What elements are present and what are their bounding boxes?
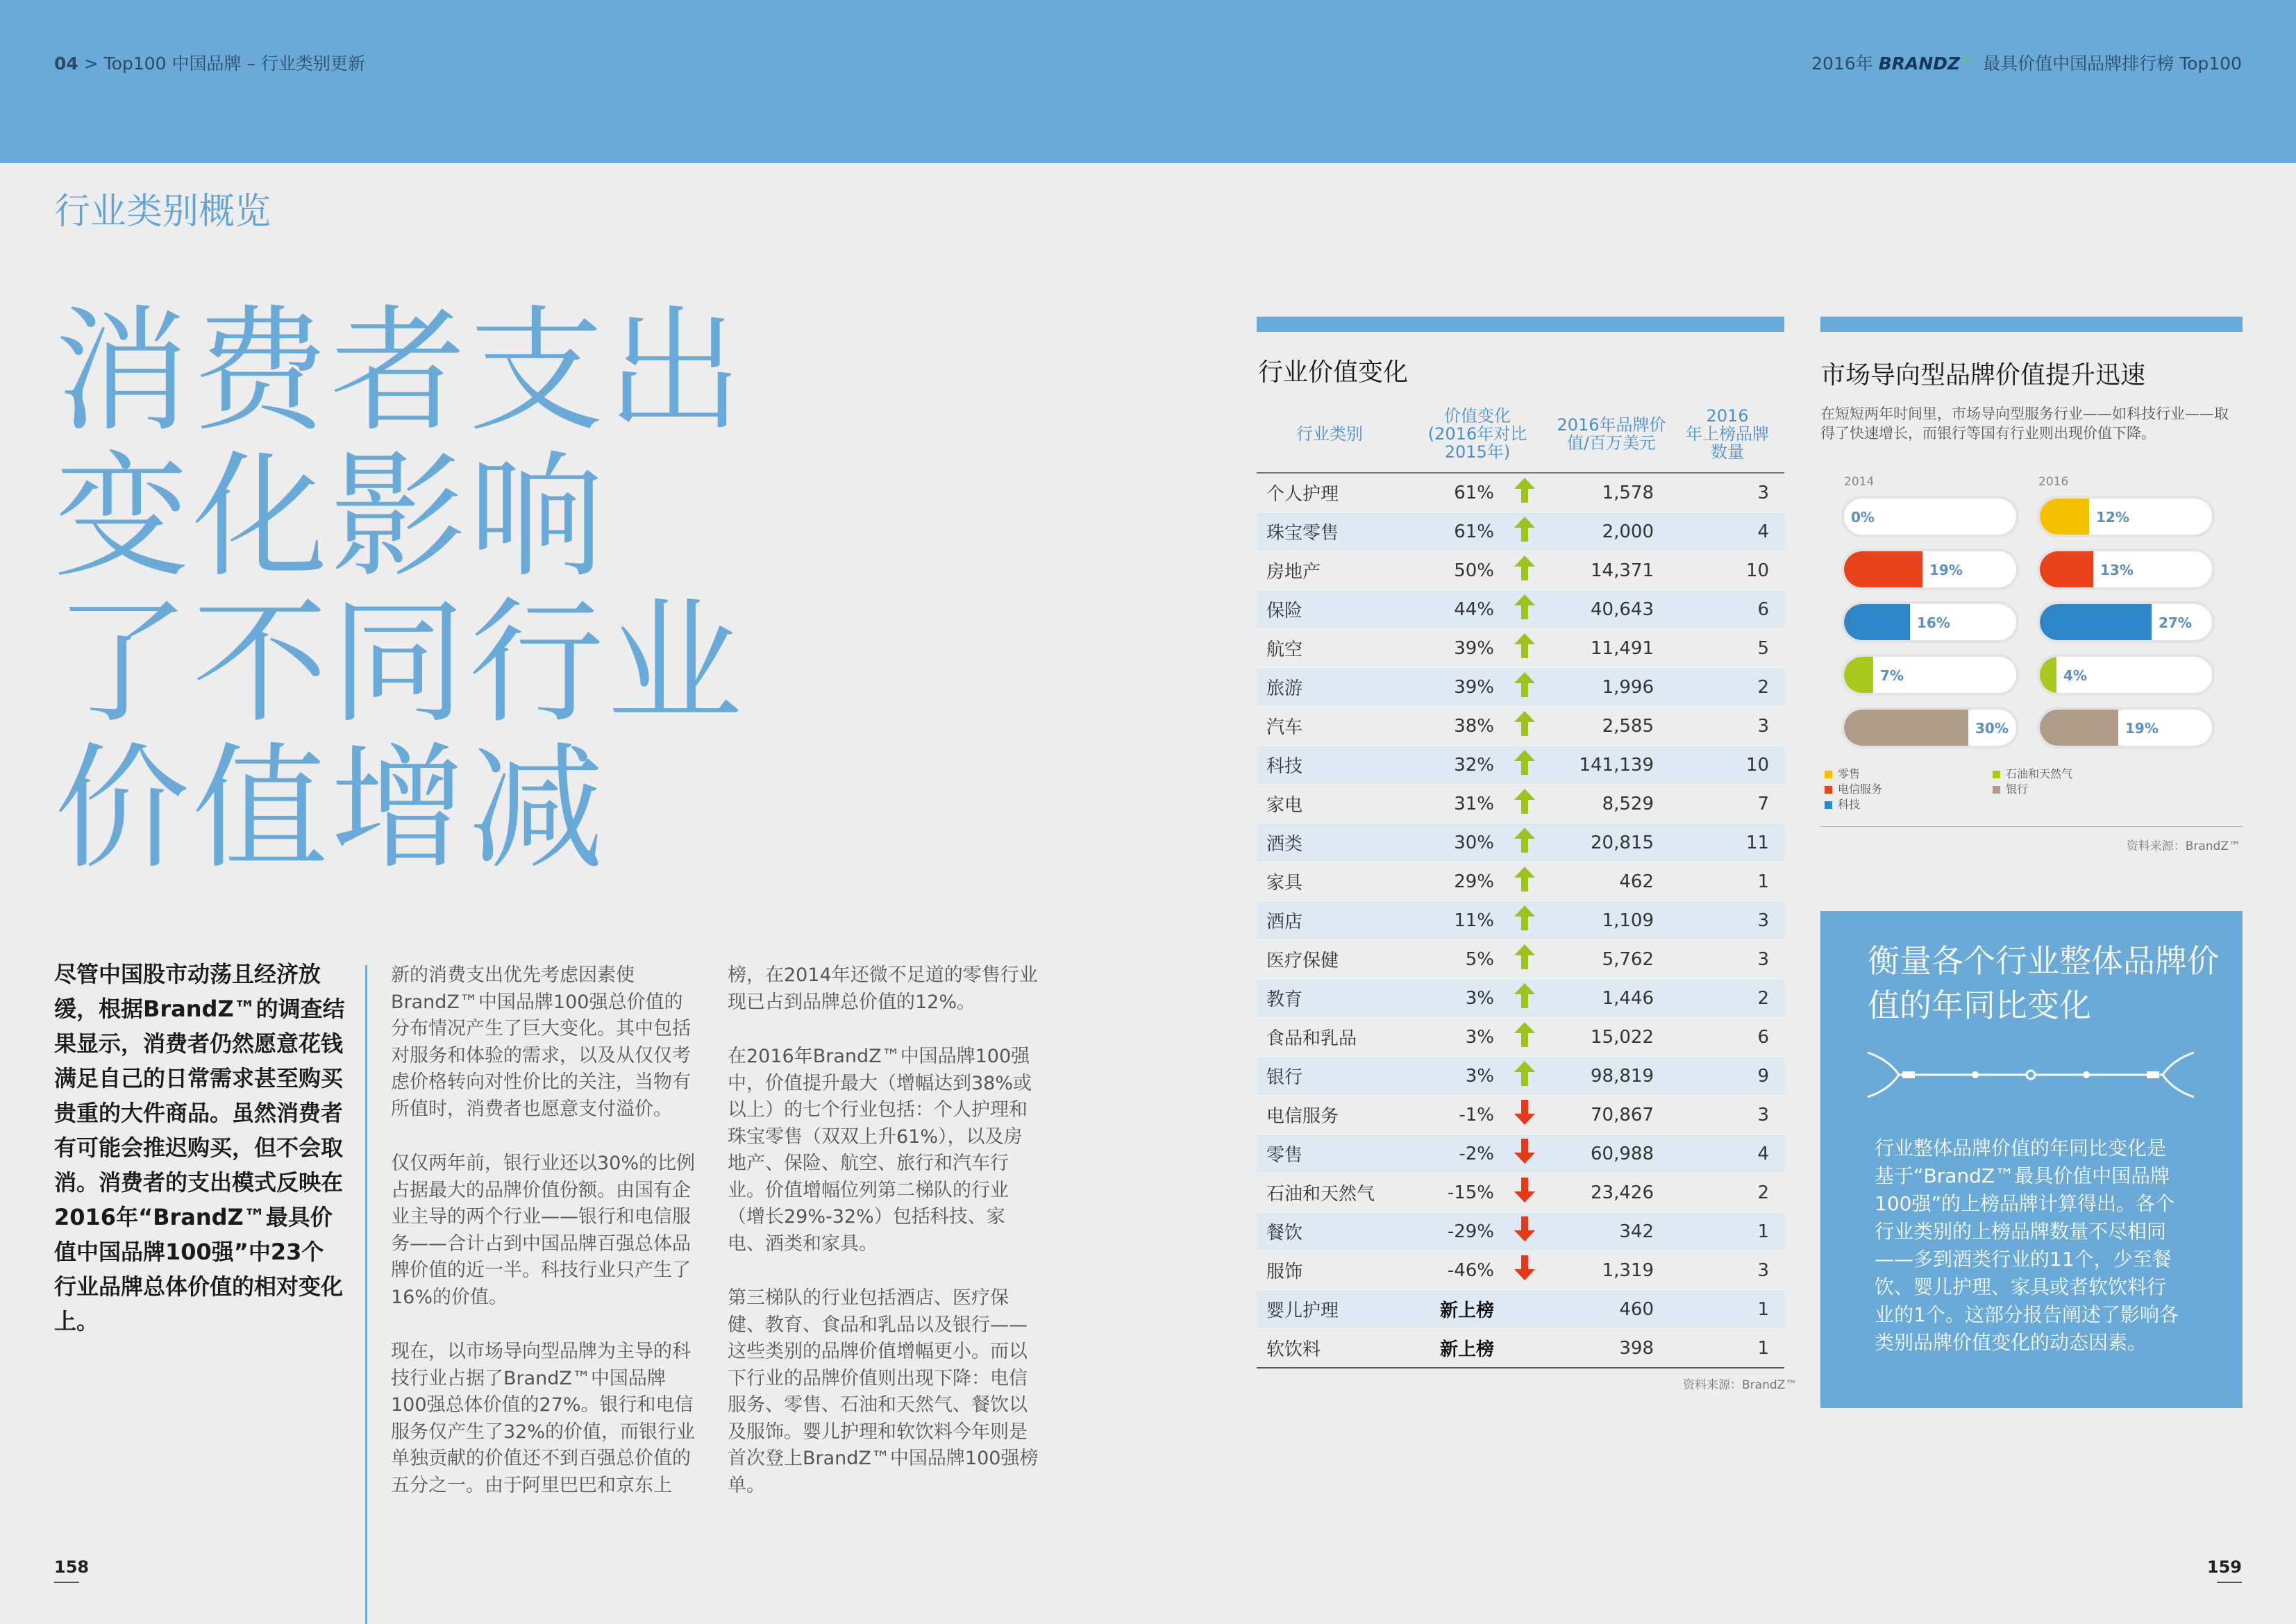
share-panel-description: 在短短两年时间里，市场导向型服务行业——如科技行业——取得了快速增长，而银行等国有行业则出现价值下降。 <box>1820 405 2229 442</box>
arrow-down-icon <box>1513 1098 1536 1126</box>
cell-count: 11 <box>1745 832 1769 853</box>
cell-count: 3 <box>1757 482 1769 503</box>
cell-category: 航空 <box>1266 639 1303 660</box>
share-value: 13% <box>2100 562 2134 578</box>
cell-category: 软饮料 <box>1266 1339 1321 1360</box>
cell-direction <box>1497 1290 1552 1329</box>
cell-count: 10 <box>1745 754 1769 776</box>
cell-category: 酒店 <box>1266 912 1303 932</box>
share-value: 4% <box>2063 667 2087 684</box>
cell-category: 家具 <box>1266 873 1303 894</box>
table-row <box>1257 1096 1784 1135</box>
header-value: 2016年品牌价 值/百万美元 <box>1557 415 1666 453</box>
legend-item <box>1825 780 1882 796</box>
cell-change: 3% <box>1465 1065 1494 1087</box>
cell-count: 9 <box>1757 1065 1769 1087</box>
cell-count: 4 <box>1757 521 1769 542</box>
table-row <box>1257 1135 1784 1173</box>
cell-count: 1 <box>1757 1337 1769 1359</box>
table-row <box>1257 668 1784 707</box>
body-paragraph: 仅仅两年前，银行业还以30%的比例占据最大的品牌价值份额。由国有企业主导的两个行业——银行和电信服务——合计占到中国品牌百强总体品牌价值的近一半。科技行业只产生了16%的价值。 <box>391 1153 696 1308</box>
info-box-title: 衡量各个行业整体品牌价值的年同比变化 <box>1868 942 2219 1024</box>
arrow-up-icon <box>1513 1021 1536 1048</box>
cell-count: 3 <box>1757 1104 1769 1125</box>
cell-change: 新上榜 <box>1439 1300 1494 1321</box>
cell-value: 1,578 <box>1602 482 1654 503</box>
cell-value: 98,819 <box>1591 1065 1654 1087</box>
legend-label: 零售 <box>1838 767 1861 780</box>
share-pill <box>1841 549 2019 590</box>
cell-category: 房地产 <box>1266 562 1321 583</box>
cell-change: -29% <box>1447 1221 1494 1242</box>
cell-value: 8,529 <box>1602 793 1654 814</box>
cell-change: -1% <box>1459 1104 1494 1125</box>
arrow-up-icon <box>1513 943 1536 971</box>
share-pill <box>1841 601 2019 643</box>
body-paragraph: 新的消费支出优先考虑因素使BrandZ™中国品牌100强总价值的分布情况产生了巨大变化。其中包括对服务和体验的需求，以及从仅仅考虑价格转向对性价比的关注，当物有所值时，消费者也愿意支付溢价。 <box>391 964 691 1120</box>
cell-direction <box>1497 590 1552 629</box>
cell-change: 61% <box>1454 521 1494 542</box>
cell-category: 婴儿护理 <box>1266 1300 1339 1321</box>
legend-label: 科技 <box>1838 798 1861 811</box>
cell-direction <box>1497 629 1552 668</box>
cell-value: 1,109 <box>1602 910 1654 931</box>
legend-label: 银行 <box>2006 782 2029 796</box>
headline-line: 价值增减 <box>54 730 607 887</box>
cell-count: 2 <box>1757 987 1769 1009</box>
arrow-up-icon <box>1513 593 1536 621</box>
share-pill <box>2037 549 2215 590</box>
cell-change: 44% <box>1454 598 1494 620</box>
table-row <box>1257 1212 1784 1251</box>
cell-change: 39% <box>1454 637 1494 659</box>
cell-category: 餐饮 <box>1266 1223 1303 1244</box>
cell-change: 30% <box>1454 832 1494 853</box>
table-header-row <box>1257 396 1784 473</box>
arrow-down-icon <box>1513 1254 1536 1282</box>
cell-value: 1,319 <box>1602 1259 1654 1281</box>
header-category: 行业类别 <box>1296 424 1363 444</box>
cell-value: 141,139 <box>1579 754 1654 776</box>
header-count: 2016 年上榜品牌 数量 <box>1686 406 1769 462</box>
share-fill <box>1844 657 1873 693</box>
table-row <box>1257 746 1784 785</box>
year-label-2014: 2014 <box>1844 475 1875 489</box>
table-row <box>1257 1329 1784 1368</box>
share-value: 30% <box>1975 720 2009 737</box>
cell-value: 14,371 <box>1591 560 1654 581</box>
arrow-up-icon <box>1513 982 1536 1010</box>
cell-category: 银行 <box>1266 1067 1303 1088</box>
cell-change: 50% <box>1454 560 1494 581</box>
cell-value: 342 <box>1619 1221 1654 1242</box>
cell-count: 3 <box>1757 715 1769 737</box>
headline-line: 消费者支出 <box>54 292 745 450</box>
share-value: 12% <box>2096 509 2129 526</box>
legend-swatch <box>1993 771 2000 778</box>
table-row <box>1257 1057 1784 1096</box>
share-fill <box>1844 604 1910 640</box>
cell-direction <box>1497 551 1552 590</box>
share-pill <box>2037 601 2215 643</box>
table-row <box>1257 823 1784 862</box>
page-number-rule <box>54 1582 79 1583</box>
breadcrumb-text: Top100 中国品牌 – 行业类别更新 <box>103 53 365 74</box>
panel-source: 资料来源：BrandZ™ <box>2126 839 2240 853</box>
table-row <box>1257 979 1784 1018</box>
cell-count: 2 <box>1757 676 1769 698</box>
cell-direction <box>1497 1251 1552 1290</box>
share-pill <box>1841 707 2019 748</box>
cell-category: 家电 <box>1266 795 1303 816</box>
cell-category: 保险 <box>1266 601 1303 621</box>
share-panel-title: 市场导向型品牌价值提升迅速 <box>1820 361 2146 390</box>
panel-rule <box>1820 826 2243 827</box>
cell-direction <box>1497 1096 1552 1135</box>
cell-category: 酒类 <box>1266 834 1303 855</box>
cell-category: 食品和乳品 <box>1266 1028 1357 1049</box>
legend-label: 石油和天然气 <box>2006 767 2073 780</box>
cell-change: 29% <box>1454 871 1494 892</box>
cell-direction <box>1497 1212 1552 1251</box>
arrow-up-icon <box>1513 787 1536 815</box>
cell-category: 个人护理 <box>1266 484 1339 505</box>
share-fill <box>2040 499 2089 535</box>
info-box-text: 行业整体品牌价值的年同比变化是基于“BrandZ™最具价值中国品牌100强”的上榜品牌计算得出。各个行业类别的上榜品牌数量不尽相同——多到酒类行业的11个，少至餐饮、婴儿护理、家具或者软饮料行业的1个。这部分报告阐述了影响各类别品牌价值变化的动态因素。 <box>1875 1137 2179 1354</box>
table-row <box>1257 590 1784 629</box>
legend-item <box>1993 765 2072 781</box>
table-row <box>1257 473 1784 512</box>
body-paragraph: 第三梯队的行业包括酒店、医疗保健、教育、食品和乳品以及银行——这些类别的品牌价值增幅更小。而以下行业的品牌价值则出现下降：电信服务、零售、石油和天然气、餐饮以及服饰。婴儿护理和软饮料今年则是首次登上BrandZ™中国品牌100强榜单。 <box>728 1287 1039 1496</box>
cell-direction <box>1497 1018 1552 1057</box>
cell-value: 1,446 <box>1602 987 1654 1009</box>
cell-value: 15,022 <box>1591 1026 1654 1048</box>
body-paragraph: 在2016年BrandZ™中国品牌100强中，价值提升最大（增幅达到38%或以上）的七个行业包括：个人护理和珠宝零售（双双上升61%），以及房地产、保险、航空、旅行和汽车行业。价值增幅位列第二梯队的行业（增长29%-32%）包括科技、家电、酒类和家具。 <box>728 1046 1032 1255</box>
column-divider <box>365 965 367 1624</box>
cell-change: 31% <box>1454 793 1494 814</box>
arrow-up-icon <box>1513 632 1536 660</box>
legend-item <box>1825 796 1860 812</box>
table-row <box>1257 901 1784 940</box>
cell-direction <box>1497 823 1552 862</box>
cell-value: 462 <box>1619 871 1654 892</box>
arrow-up-icon <box>1513 554 1536 582</box>
table-row <box>1257 1251 1784 1290</box>
legend-item <box>1825 765 1860 781</box>
legend-swatch <box>1993 786 2000 794</box>
cell-category: 科技 <box>1266 756 1303 777</box>
arrow-up-icon <box>1513 710 1536 737</box>
legend-label: 电信服务 <box>1838 782 1883 796</box>
cell-direction <box>1497 979 1552 1018</box>
body-column-3 <box>728 962 1040 1527</box>
cell-count: 6 <box>1757 1026 1769 1048</box>
cell-count: 3 <box>1757 910 1769 931</box>
report-title-year: 2016年 <box>1811 53 1873 74</box>
cell-value: 5,762 <box>1602 948 1654 970</box>
cell-change: -2% <box>1459 1143 1494 1164</box>
cell-change: 11% <box>1454 910 1494 931</box>
cell-change: 61% <box>1454 482 1494 503</box>
arrow-down-icon <box>1513 1215 1536 1243</box>
table-title: 行业价值变化 <box>1258 358 1409 387</box>
cell-value: 460 <box>1619 1298 1654 1320</box>
cell-value: 2,585 <box>1602 715 1654 737</box>
table-row <box>1257 862 1784 901</box>
table-row <box>1257 1173 1784 1212</box>
cell-count: 6 <box>1757 598 1769 620</box>
body-paragraph: 榜，在2014年还微不足道的零售行业现已占到品牌总价值的12%。 <box>728 964 1038 1013</box>
cell-count: 4 <box>1757 1143 1769 1164</box>
cell-direction <box>1497 1135 1552 1173</box>
share-value: 27% <box>2159 614 2192 631</box>
cell-category: 教育 <box>1266 989 1303 1010</box>
share-pill <box>2037 707 2215 748</box>
top-banner <box>0 0 2296 163</box>
brandz-logo: BRANDZ <box>1878 53 1961 74</box>
cell-direction <box>1497 746 1552 785</box>
arrow-down-icon <box>1513 1176 1536 1204</box>
cell-value: 398 <box>1619 1337 1654 1359</box>
cell-direction <box>1497 901 1552 940</box>
page-number-rule <box>2217 1582 2242 1583</box>
cell-count: 3 <box>1757 948 1769 970</box>
headline <box>54 292 745 887</box>
legend-swatch <box>1825 801 1832 809</box>
cell-change: 3% <box>1465 987 1494 1009</box>
share-value: 0% <box>1851 509 1875 526</box>
headline-line: 变化影响 <box>54 438 607 596</box>
page-number-right: 159 <box>2206 1557 2242 1577</box>
table-row <box>1257 1018 1784 1057</box>
arrow-up-icon <box>1513 515 1536 543</box>
legend-item <box>1993 780 2028 796</box>
table-row <box>1257 1290 1784 1329</box>
cell-change: 38% <box>1454 715 1494 737</box>
cell-direction <box>1497 940 1552 979</box>
body-paragraph: 现在，以市场导向型品牌为主导的科技行业占据了BrandZ™中国品牌100强总体价值的27%。银行和电信服务仅产生了32%的价值，而银行业单独贡献的价值还不到百强总价值的五分之一。由于阿里巴巴和京东上 <box>391 1341 696 1496</box>
cell-change: 3% <box>1465 1026 1494 1048</box>
cell-category: 服饰 <box>1266 1262 1303 1282</box>
cell-count: 3 <box>1757 1259 1769 1281</box>
share-pill <box>2037 496 2215 537</box>
arrow-up-icon <box>1513 865 1536 893</box>
arrow-up-icon <box>1513 671 1536 698</box>
share-pill <box>2037 654 2215 696</box>
legend-swatch <box>1825 786 1832 794</box>
table-bottom-rule <box>1257 1368 1784 1374</box>
report-title-text: 最具价值中国品牌排行榜 Top100 <box>1983 53 2242 74</box>
share-value: 19% <box>2125 720 2159 737</box>
cell-value: 11,491 <box>1591 637 1654 659</box>
cell-direction <box>1497 512 1552 551</box>
table-row <box>1257 551 1784 590</box>
ornament-divider-icon <box>1861 1048 2201 1104</box>
cell-direction <box>1497 785 1552 823</box>
share-value: 16% <box>1917 614 1950 631</box>
table-row <box>1257 512 1784 551</box>
table-row <box>1257 785 1784 823</box>
cell-category: 汽车 <box>1266 717 1303 738</box>
industry-value-table <box>1257 396 1784 1374</box>
share-fill <box>2040 657 2056 693</box>
header-change: 价值变化 (2016年对比 2015年) <box>1427 406 1527 462</box>
cell-category: 电信服务 <box>1266 1106 1339 1127</box>
body-column-2 <box>391 962 700 1527</box>
cell-category: 医疗保健 <box>1266 951 1339 971</box>
cell-change: -15% <box>1447 1182 1494 1203</box>
cell-value: 40,643 <box>1591 598 1654 620</box>
table-row <box>1257 707 1784 746</box>
cell-category: 石油和天然气 <box>1266 1184 1375 1205</box>
table-row <box>1257 940 1784 979</box>
cell-value: 23,426 <box>1591 1182 1654 1203</box>
cell-count: 10 <box>1745 560 1769 581</box>
share-fill <box>2040 710 2118 746</box>
arrow-up-icon <box>1513 748 1536 776</box>
cell-change: -46% <box>1447 1259 1494 1281</box>
share-fill <box>2040 604 2152 640</box>
cell-value: 1,996 <box>1602 676 1654 698</box>
cell-change: 32% <box>1454 754 1494 776</box>
brandz-logo-mark: ™ <box>1960 53 1978 74</box>
year-label-2016: 2016 <box>2038 475 2069 489</box>
page-number-left: 158 <box>54 1557 90 1577</box>
cell-count: 1 <box>1757 1221 1769 1242</box>
headline-line: 了不同行业 <box>54 584 745 742</box>
share-pill <box>1841 654 2019 696</box>
cell-value: 70,867 <box>1591 1104 1654 1125</box>
share-fill <box>1844 710 1968 746</box>
cell-direction <box>1497 473 1552 512</box>
legend-swatch <box>1825 771 1832 778</box>
arrow-up-icon <box>1513 826 1536 854</box>
header-page-number: 04 <box>54 53 78 74</box>
arrow-up-icon <box>1513 1060 1536 1087</box>
panel-accent-bar <box>1820 317 2243 332</box>
report-title <box>1811 50 2242 75</box>
cell-category: 零售 <box>1266 1145 1303 1166</box>
cell-count: 1 <box>1757 1298 1769 1320</box>
share-fill <box>1844 551 1922 587</box>
cell-direction <box>1497 1329 1552 1368</box>
cell-category: 珠宝零售 <box>1266 523 1339 544</box>
cell-category: 旅游 <box>1266 678 1303 699</box>
cell-change: 新上榜 <box>1439 1339 1494 1360</box>
section-title: 行业类别概览 <box>54 191 271 233</box>
breadcrumb-separator: > <box>83 53 99 74</box>
cell-direction <box>1497 707 1552 746</box>
table-accent-bar <box>1257 317 1784 332</box>
cell-value: 60,988 <box>1591 1143 1654 1164</box>
share-pill <box>1841 496 2019 537</box>
table-row <box>1257 629 1784 668</box>
lead-paragraph: 尽管中国股市动荡且经济放缓，根据BrandZ™的调查结果显示，消费者仍然愿意花钱满足自己的日常需求甚至购买贵重的大件商品。虽然消费者有可能会推迟购买，但不会取消。消费者的支出模式反映在2016年“BrandZ™最具价值中国品牌100强”中23个行业品牌总体价值的相对变化上。 <box>54 961 345 1334</box>
cell-count: 1 <box>1757 871 1769 892</box>
arrow-up-icon <box>1513 476 1536 504</box>
cell-change: 39% <box>1454 676 1494 698</box>
cell-count: 5 <box>1757 637 1769 659</box>
breadcrumb <box>54 50 365 75</box>
cell-direction <box>1497 668 1552 707</box>
cell-count: 7 <box>1757 793 1769 814</box>
share-fill <box>2040 551 2093 587</box>
arrow-down-icon <box>1513 1137 1536 1165</box>
arrow-up-icon <box>1513 904 1536 932</box>
cell-value: 2,000 <box>1602 521 1654 542</box>
cell-change: 5% <box>1465 948 1494 970</box>
share-value: 7% <box>1880 667 1904 684</box>
cell-value: 20,815 <box>1591 832 1654 853</box>
cell-direction <box>1497 862 1552 901</box>
cell-count: 2 <box>1757 1182 1769 1203</box>
cell-direction <box>1497 1173 1552 1212</box>
table-source: 资料来源：BrandZ™ <box>1683 1378 1798 1392</box>
cell-direction <box>1497 1057 1552 1096</box>
share-value: 19% <box>1929 562 1963 578</box>
